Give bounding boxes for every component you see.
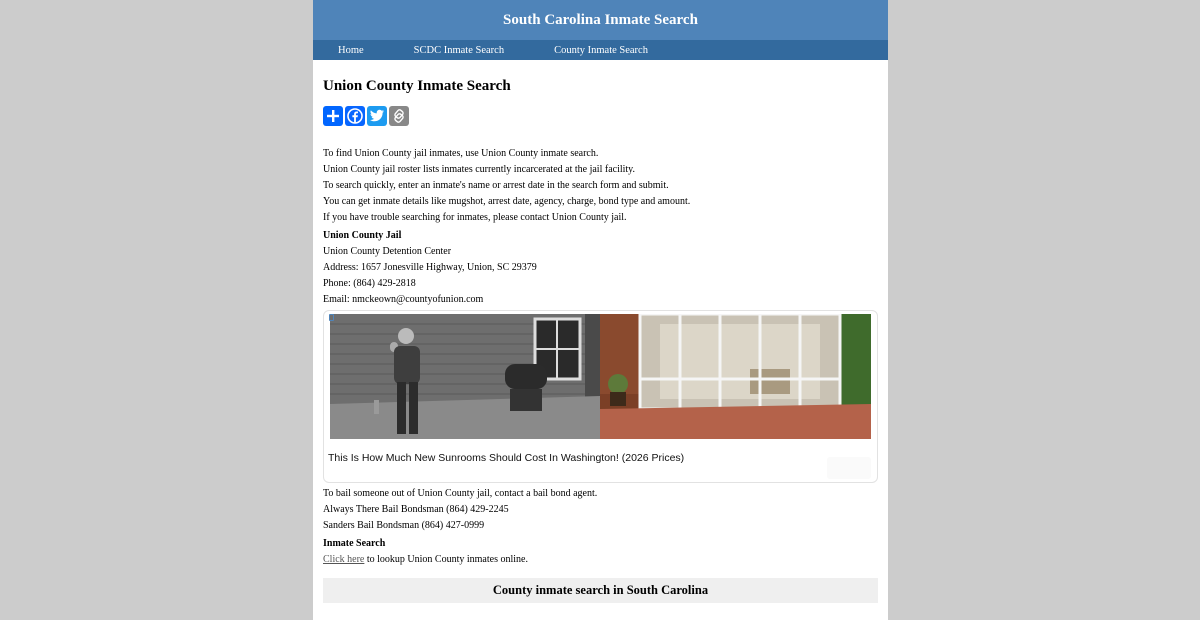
main-content [313, 77, 888, 603]
jail-phone: Phone: (864) 429-2818 [323, 278, 416, 289]
share-buttons [323, 106, 878, 126]
intro-line: If you have trouble searching for inmates, please contact Union County jail. [323, 212, 627, 223]
intro-line: To find Union County jail inmates, use Union County inmate search. [323, 148, 599, 159]
nav-item-scdc-inmate-search[interactable]: SCDC Inmate Search [413, 44, 505, 56]
share-copy-link-button[interactable] [389, 106, 409, 126]
nav-item-home[interactable]: Home [338, 44, 364, 56]
site-header [313, 0, 888, 40]
intro-line: To search quickly, enter an inmate's name or arrest date in the search form and submit. [323, 180, 669, 191]
ad-image[interactable] [330, 314, 871, 439]
page-title: Union County Inmate Search [323, 78, 511, 94]
nav-item-county-inmate-search[interactable]: County Inmate Search [554, 44, 648, 56]
ad-info-icon[interactable] [329, 314, 334, 321]
ad-cta-placeholder [827, 457, 871, 479]
advertisement[interactable] [323, 310, 878, 483]
ad-image-sunroom [600, 314, 871, 439]
bail-line: Sanders Bail Bondsman (864) 427-0999 [323, 520, 485, 531]
jail-name: Union County Detention Center [323, 246, 452, 257]
ad-caption[interactable]: This Is How Much New Sunrooms Should Cost In Washington! (2026 Prices) [328, 452, 685, 464]
inmate-search-text [323, 552, 878, 568]
jail-email: Email: nmckeown@countyofunion.com [323, 294, 484, 305]
jail-address: Address: 1657 Jonesville Highway, Union, SC 29379 [323, 262, 537, 273]
inmate-search-heading: Inmate Search [323, 538, 386, 549]
bail-line: To bail someone out of Union County jail, contact a bail bond agent. [323, 488, 598, 499]
inmate-search-rest: to lookup Union County inmates online. [364, 554, 528, 565]
facebook-icon [347, 108, 363, 124]
intro-line: Union County jail roster lists inmates currently incarcerated at the jail facility. [323, 164, 636, 175]
intro-text [323, 146, 878, 226]
county-search-heading: County inmate search in South Carolina [492, 583, 709, 597]
intro-line: You can get inmate details like mugshot, arrest date, agency, charge, bond type and amount. [323, 196, 691, 207]
jail-info [323, 228, 878, 308]
ad-image-man-patio [330, 314, 600, 439]
twitter-icon [369, 109, 385, 123]
bail-line: Always There Bail Bondsman (864) 429-2245 [323, 504, 509, 515]
site-title[interactable]: South Carolina Inmate Search [503, 12, 698, 28]
bail-info [323, 486, 878, 534]
main-nav [313, 40, 888, 60]
inmate-search-section [323, 536, 878, 568]
click-here-link[interactable]: Click here [323, 554, 365, 565]
share-twitter-button[interactable] [367, 106, 387, 126]
page-container [313, 0, 888, 620]
county-search-heading-bar [323, 578, 878, 603]
copy-link-icon [392, 109, 406, 123]
share-facebook-button[interactable] [345, 106, 365, 126]
share-plus-button[interactable] [323, 106, 343, 126]
plus-icon [326, 109, 340, 123]
jail-heading: Union County Jail [323, 230, 402, 241]
